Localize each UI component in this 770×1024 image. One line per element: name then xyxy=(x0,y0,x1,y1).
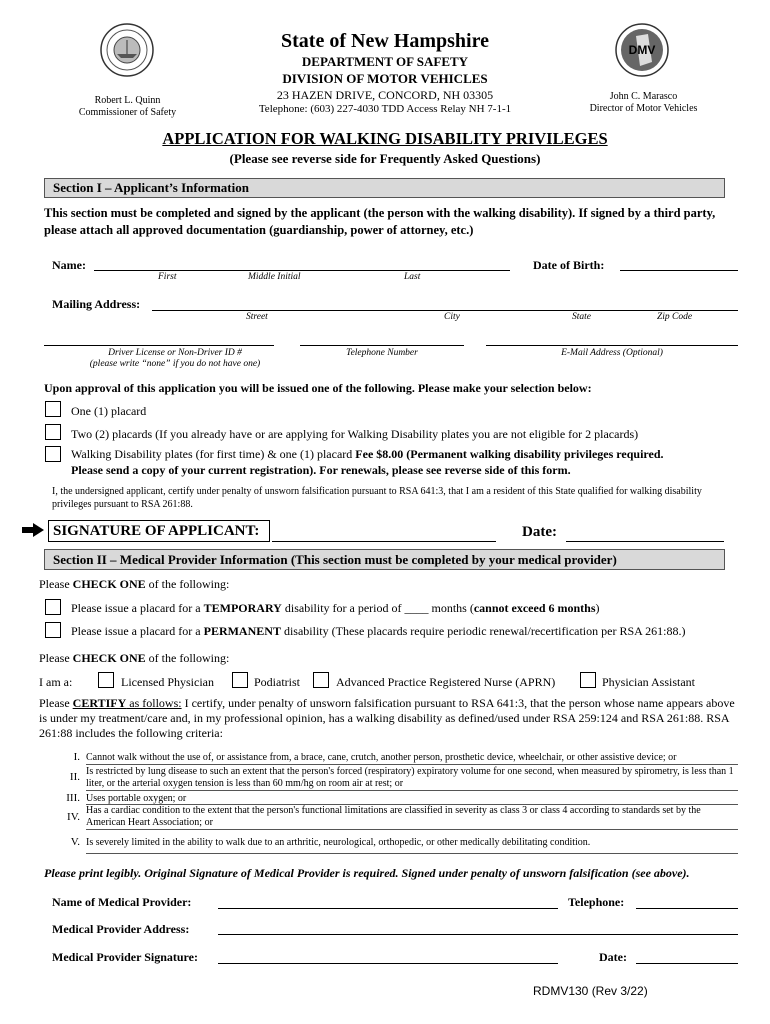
svg-text:DMV: DMV xyxy=(628,43,656,57)
mailing-address-label: Mailing Address: xyxy=(52,297,141,311)
aprn-checkbox[interactable] xyxy=(313,672,329,688)
telephone-caption: Telephone Number xyxy=(346,348,418,358)
street-caption: Street xyxy=(246,312,268,322)
physician-assistant-label: Physician Assistant xyxy=(602,675,696,689)
applicant-signature-field[interactable] xyxy=(272,541,496,542)
criteria-text: Is restricted by lung disease to such an extent that the person's forced (respiratory) expiratory volume for one second, when measured by spirometry, is less than 1 liter, or the arterial oxygen tension is less than 60 mm/hg on room air at rest; or xyxy=(86,766,734,789)
division-address: 23 HAZEN DRIVE, CONCORD, NH 03305 xyxy=(276,88,494,102)
last-caption: Last xyxy=(404,272,421,282)
one-placard-label: One (1) placard xyxy=(71,404,147,418)
form-title: APPLICATION FOR WALKING DISABILITY PRIVILEGES xyxy=(162,129,608,148)
commissioner-title: Commissioner of Safety xyxy=(78,107,177,118)
criteria-text: Is severely limited in the ability to walk due to an arthritic, neurological, orthopedic, or other medically debilitating condition. xyxy=(86,837,591,848)
email-field[interactable] xyxy=(486,345,738,346)
criteria-text: Uses portable oxygen; or xyxy=(86,793,187,804)
licensed-physician-label: Licensed Physician xyxy=(121,675,214,689)
provider-date-field[interactable] xyxy=(636,963,738,964)
state-caption: State xyxy=(572,312,591,322)
department-name: DEPARTMENT OF SAFETY xyxy=(301,54,469,69)
temporary-label: Please issue a placard for a TEMPORARY disability for a period of ____ months (cannot exceed 6 months) xyxy=(71,601,600,615)
provider-signature-field[interactable] xyxy=(218,963,558,964)
provider-address-field[interactable] xyxy=(218,934,738,935)
division-name: DIVISION OF MOTOR VEHICLES xyxy=(282,71,488,86)
name-label: Name: xyxy=(52,258,86,272)
mailing-address-field[interactable] xyxy=(152,310,738,311)
criteria-text: Cannot walk without the use of, or assistance from, a brace, cane, crutch, another person, prosthetic device, wheelchair, or other assistive device; or xyxy=(86,752,677,763)
criteria-divider xyxy=(86,829,738,830)
licensed-physician-checkbox[interactable] xyxy=(98,672,114,688)
license-field[interactable] xyxy=(44,345,274,346)
form-id: RDMV130 (Rev 3/22) xyxy=(533,984,648,998)
plates-label-note: Please send a copy of your current registration). For renewals, please see reverse side of this form. xyxy=(71,463,571,477)
provider-name-field[interactable] xyxy=(218,908,558,909)
section1-intro: This section must be completed and signed by the applicant (the person with the walking disability). If signed by a third party, please attach all approved documentation (guardianship, power of attorney, etc.) xyxy=(44,206,716,237)
provider-signature-label: Medical Provider Signature: xyxy=(52,950,198,964)
physician-assistant-checkbox[interactable] xyxy=(580,672,596,688)
criteria-divider xyxy=(86,853,738,854)
first-caption: First xyxy=(158,272,177,282)
two-placards-checkbox[interactable] xyxy=(45,424,61,440)
criteria-text: Has a cardiac condition to the extent that the person's functional limitations are classified in severity as class 3 or class 4 according to standards set by the American Heart Association; or xyxy=(86,805,701,828)
dob-field[interactable] xyxy=(620,270,738,271)
section2-heading: Section II – Medical Provider Information (This section must be completed by your medical provider) xyxy=(44,549,725,570)
approval-text: Upon approval of this application you will be issued one of the following. Please make your selection below: xyxy=(44,381,592,395)
signature-applicant-label: SIGNATURE OF APPLICANT: xyxy=(48,520,270,542)
podiatrist-checkbox[interactable] xyxy=(232,672,248,688)
provider-name-label: Name of Medical Provider: xyxy=(52,895,192,909)
plates-label: Walking Disability plates (for first time) & one (1) placard Fee $8.00 (Permanent walking disability privileges required. xyxy=(71,447,664,461)
permanent-label: Please issue a placard for a PERMANENT disability (These placards require periodic renewal/recertification per RSA 261:88.) xyxy=(71,624,686,638)
applicant-date-field[interactable] xyxy=(566,541,724,542)
one-placard-checkbox[interactable] xyxy=(45,401,61,417)
check-one-heading-provider: Please CHECK ONE of the following: xyxy=(39,651,230,665)
print-legibly-note: Please print legibly. Original Signature of Medical Provider is required. Signed under penalty of unsworn falsification (see above). xyxy=(44,866,690,880)
provider-date-label: Date: xyxy=(599,950,627,964)
provider-telephone-label: Telephone: xyxy=(568,895,625,909)
provider-address-label: Medical Provider Address: xyxy=(52,922,190,936)
aprn-label: Advanced Practice Registered Nurse (APRN) xyxy=(336,675,556,689)
applicant-certification: I, the undersigned applicant, certify under penalty of unsworn falsification pursuant to RSA 641:3, that I am a resident of this State qualified for walking disability privileges pursuant to RSA 261:88. xyxy=(52,486,702,510)
commissioner-name: Robert L. Quinn xyxy=(94,95,161,106)
division-phone: Telephone: (603) 227-4030 TDD Access Relay NH 7-1-1 xyxy=(258,103,512,115)
director-name: John C. Marasco xyxy=(609,91,678,102)
state-title: State of New Hampshire xyxy=(281,30,489,52)
criteria-number: I. xyxy=(73,751,80,763)
license-caption: Driver License or Non-Driver ID # xyxy=(108,348,242,358)
dob-label: Date of Birth: xyxy=(533,258,605,272)
city-caption: City xyxy=(444,312,460,322)
plates-checkbox[interactable] xyxy=(45,446,61,462)
director-title: Director of Motor Vehicles xyxy=(589,103,698,114)
middle-caption: Middle Initial xyxy=(248,272,301,282)
applicant-date-label: Date: xyxy=(522,524,557,540)
criteria-number: IV. xyxy=(67,811,80,823)
i-am-label: I am a: xyxy=(39,675,73,689)
criteria-divider xyxy=(86,764,738,765)
podiatrist-label: Podiatrist xyxy=(254,675,301,689)
temporary-checkbox[interactable] xyxy=(45,599,61,615)
form-subtitle: (Please see reverse side for Frequently Asked Questions) xyxy=(229,151,541,166)
criteria-divider xyxy=(86,790,738,791)
criteria-number: II. xyxy=(69,771,80,783)
check-one-heading: Please CHECK ONE of the following: xyxy=(39,577,230,591)
criteria-number: V. xyxy=(70,836,80,848)
name-field[interactable] xyxy=(94,270,510,271)
provider-certification: Please CERTIFY as follows: I certify, under penalty of unsworn falsification pursuant to RSA 641:3, that the person whose name appears above is under my treatment/care and, in my professional opinion, has a walking disability as defined/used under RSA 259:124 and RSA 261:88. RSA 261:88 includes the following criteria: xyxy=(39,696,735,740)
license-caption-note: (please write “none” if you do not have one) xyxy=(89,359,261,369)
arrow-right-icon xyxy=(22,523,44,537)
section1-heading: Section I – Applicant’s Information xyxy=(44,178,725,198)
email-caption: E-Mail Address (Optional) xyxy=(561,348,663,358)
permanent-checkbox[interactable] xyxy=(45,622,61,638)
telephone-field[interactable] xyxy=(300,345,464,346)
criteria-number: III. xyxy=(66,792,80,804)
zip-caption: Zip Code xyxy=(657,312,693,322)
provider-telephone-field[interactable] xyxy=(636,908,738,909)
two-placards-label: Two (2) placards (If you already have or are applying for Walking Disability plates you are not eligible for 2 placards) xyxy=(71,427,639,441)
